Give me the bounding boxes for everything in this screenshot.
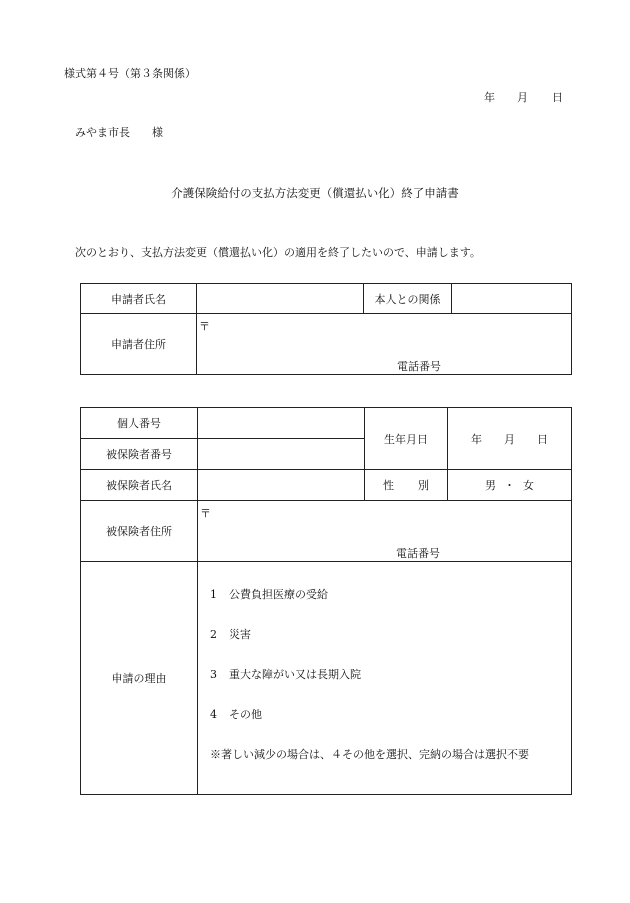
gender-male[interactable]: 男 bbox=[485, 479, 496, 492]
date-day: 日 bbox=[552, 91, 563, 104]
reason-item-1[interactable]: 1 公費負担医療の受給 bbox=[210, 588, 328, 601]
reason-note: ※著しい減少の場合は、４その他を選択、完納の場合は選択不要 bbox=[210, 748, 529, 761]
reason-item-4[interactable]: 4 その他 bbox=[210, 708, 262, 721]
individual-number-field[interactable] bbox=[198, 408, 365, 439]
insured-address-field[interactable] bbox=[198, 501, 572, 562]
form-title: 介護保険給付の支払方法変更（償還払い化）終了申請書 bbox=[171, 186, 459, 200]
insured-address-label: 被保険者住所 bbox=[81, 501, 198, 562]
gender-label bbox=[365, 470, 448, 501]
insured-table bbox=[80, 407, 572, 795]
reason-item-2[interactable]: 2 災害 bbox=[210, 628, 251, 641]
addressee bbox=[75, 127, 163, 138]
applicant-name-label: 申請者氏名 bbox=[81, 284, 197, 314]
relation-field[interactable] bbox=[452, 284, 572, 314]
applicant-name-field[interactable] bbox=[197, 284, 364, 314]
applicant-postal-mark: 〒 bbox=[199, 320, 210, 333]
applicant-address-label: 申請者住所 bbox=[81, 314, 197, 375]
individual-number-label: 個人番号 bbox=[81, 408, 198, 439]
insured-phone-label: 電話番号 bbox=[396, 547, 440, 560]
intro-text: 次のとおり、支払方法変更（償還払い化）の適用を終了したいので、申請します。 bbox=[75, 246, 481, 259]
gender-separator: ・ bbox=[504, 479, 515, 492]
form-number: 様式第４号（第３条関係） bbox=[64, 67, 196, 80]
gender-label-part1: 性 bbox=[383, 479, 394, 492]
birthdate-year: 年 bbox=[471, 432, 482, 446]
insured-name-label: 被保険者氏名 bbox=[81, 470, 198, 501]
insured-number-field[interactable] bbox=[198, 439, 365, 470]
insured-postal-mark: 〒 bbox=[200, 507, 211, 520]
insured-name-field[interactable] bbox=[198, 470, 365, 501]
gender-female[interactable]: 女 bbox=[523, 479, 534, 492]
insured-number-label: 被保険者番号 bbox=[81, 439, 198, 470]
applicant-address-field[interactable] bbox=[197, 314, 572, 375]
birthdate-field[interactable] bbox=[448, 408, 572, 470]
birthdate-day: 日 bbox=[537, 432, 548, 446]
date-month: 月 bbox=[517, 91, 528, 104]
reason-field bbox=[198, 562, 572, 795]
date-year: 年 bbox=[484, 91, 495, 104]
relation-label: 本人との関係 bbox=[364, 284, 452, 314]
gender-field[interactable] bbox=[448, 470, 572, 501]
addressee-name: みやま市長 bbox=[75, 126, 130, 139]
reason-label: 申請の理由 bbox=[81, 562, 198, 795]
reason-item-3[interactable]: 3 重大な障がい又は長期入院 bbox=[210, 668, 361, 681]
gender-label-part2: 別 bbox=[418, 479, 429, 492]
birthdate-month: 月 bbox=[504, 432, 515, 446]
date-line bbox=[484, 89, 563, 105]
applicant-phone-label: 電話番号 bbox=[397, 360, 441, 373]
birthdate-label: 生年月日 bbox=[365, 408, 448, 470]
applicant-table bbox=[80, 283, 572, 375]
addressee-honorific: 様 bbox=[152, 126, 163, 139]
